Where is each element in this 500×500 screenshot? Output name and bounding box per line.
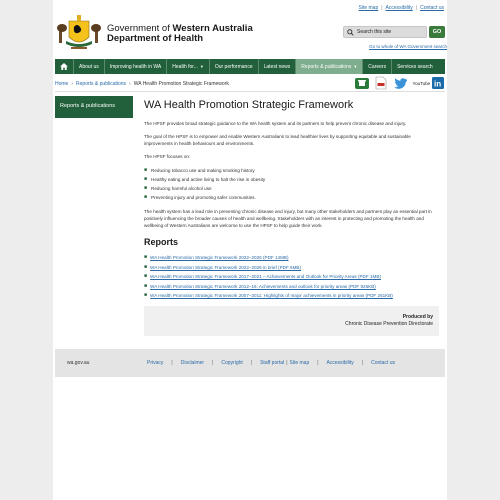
bullet-icon: ■ [144, 176, 148, 182]
footer-contact-link[interactable]: Contact us [371, 360, 395, 366]
wa-gov-search-link[interactable]: Go to whole of WA Government search [369, 44, 447, 49]
list-item [144, 282, 440, 292]
nav-reports-publications[interactable]: Reports & publications ▼ [296, 59, 363, 74]
bullet-icon: ■ [144, 185, 148, 191]
nav-health-for[interactable]: Health for... ▼ [167, 59, 210, 74]
footer-site-name: wa.gov.au [67, 360, 90, 366]
produced-by-box [144, 306, 439, 336]
breadcrumb-current: WA Health Promotion Strategic Framework [133, 80, 229, 87]
share-icon[interactable] [355, 77, 369, 89]
main-content [144, 99, 440, 336]
svg-text:in: in [434, 79, 442, 89]
logo-wa-text: Western Australia [172, 23, 253, 34]
page-container [53, 0, 447, 500]
search-input[interactable] [357, 29, 426, 35]
bullet-icon: ■ [144, 263, 148, 270]
bullet-icon: ■ [144, 282, 148, 289]
pdf-icon[interactable] [374, 77, 388, 89]
bullet-icon: ■ [144, 167, 148, 173]
report-link[interactable]: WA Health Promotion Strategic Framework 2017–2021 – Achievements and Outlook for Priority Areas (PDF 1MB) [150, 274, 381, 279]
nav-about-us[interactable]: About us [74, 59, 105, 74]
site-logo[interactable] [57, 15, 253, 53]
list-item [144, 272, 440, 282]
breadcrumb-row [55, 76, 445, 92]
footer-accessibility-link[interactable]: Accessibility [326, 360, 354, 366]
produced-by-value: Chronic Disease Prevention Directorate [345, 320, 433, 327]
goal-paragraph: The goal of the HPSF is to empower and enable Western Australians to lead healthier lives by supporting equitable and sustainable improvements in health behaviours and environments. [144, 134, 411, 146]
search-bar [343, 26, 445, 38]
focus-intro: The HPSF focuses on: [144, 154, 191, 159]
footer [55, 349, 445, 377]
breadcrumb-home[interactable]: Home [55, 80, 69, 87]
nav-improving-health[interactable]: Improving health in WA [105, 59, 168, 74]
list-item: ■ Healthy eating and active living to halt the rise in obesity [144, 176, 266, 182]
linkedin-icon[interactable] [431, 77, 445, 89]
reports-heading: Reports [144, 237, 179, 247]
nav-services-search[interactable]: Services search [397, 63, 433, 70]
footer-disclaimer-link[interactable]: Disclaimer [180, 360, 205, 366]
list-item: ■ Reducing harmful alcohol use [144, 185, 212, 191]
nav-latest-news[interactable]: Latest news [259, 59, 297, 74]
list-item [144, 291, 440, 301]
produced-by-label: Produced by [402, 313, 433, 320]
contact-us-link[interactable]: Contact us [420, 5, 444, 11]
chevron-down-icon: ▼ [353, 64, 358, 69]
search-icon [347, 29, 354, 36]
list-item [144, 263, 440, 273]
chevron-right-icon: › [71, 80, 74, 87]
report-link[interactable]: WA Health Promotion Strategic Framework 2012–16: Achievements and outlook for priority areas (PDF 925KB) [150, 283, 376, 289]
svg-text:YouTube: YouTube [412, 81, 431, 86]
reports-list [144, 253, 440, 301]
search-box [343, 26, 427, 38]
list-item: ■ Preventing injury and promoting safer communities. [144, 194, 256, 200]
nav-our-performance[interactable]: Our performance [210, 59, 259, 74]
focus-list [144, 166, 440, 202]
list-item: ■ Reducing tobacco use and making smoking history [144, 167, 255, 173]
nav-home[interactable] [55, 59, 74, 74]
footer-privacy-link[interactable]: Privacy [147, 360, 164, 366]
breadcrumb-reports[interactable]: Reports & publications [76, 80, 127, 87]
outro-paragraph: The health system has a lead role in preventing chronic disease and injury, but many other stakeholders and partners play an essential part in positively influencing the broader causes of health and wellbeing. Stakeholders with an interest in protecting and promoting the health and wellbeing of Western Australians are welcome to use the HPSF to help guide their work. [144, 209, 432, 228]
home-icon [60, 63, 68, 70]
search-go-button[interactable]: GO [429, 26, 445, 38]
youtube-icon[interactable] [412, 77, 431, 89]
chevron-down-icon: ▼ [199, 64, 204, 69]
nav-careers[interactable]: Careers [363, 59, 392, 74]
logo-gov-text: Government of [107, 23, 173, 34]
report-link[interactable]: WA Health Promotion Strategic Framework 2022–2026 (PDF 14MB) [150, 255, 289, 260]
report-link[interactable]: WA Health Promotion Strategic Framework 2022–2026 in brief (PDF 6MB) [150, 264, 302, 270]
site-map-link[interactable]: Site map [358, 5, 379, 11]
bullet-icon: ■ [144, 254, 148, 260]
sidebar-item-reports[interactable]: Reports & publications [60, 103, 116, 109]
footer-links: Privacy | Disclaimer | Copyright | Staff portal | Site map | Accessibility | Contact us [147, 360, 395, 366]
bullet-icon: ■ [144, 292, 148, 298]
bullet-icon: ■ [144, 273, 148, 279]
social-icons [355, 77, 445, 89]
list-item [144, 253, 440, 263]
chevron-right-icon: › [129, 80, 131, 87]
main-nav [55, 59, 445, 74]
footer-staff-portal-link[interactable]: Staff portal [260, 360, 285, 366]
utility-links: Site map | Accessibility | Contact us [356, 5, 448, 11]
page-title: WA Health Promotion Strategic Framework [144, 99, 354, 111]
intro-paragraph: The HPSF provides broad strategic guidance to the WA health system and its partners to help prevent chronic disease and injury. [144, 121, 407, 126]
breadcrumb [55, 81, 229, 87]
twitter-icon[interactable] [393, 77, 407, 89]
report-link[interactable]: WA Health Promotion Strategic Framework 2007–2011: Highlights of major achievements in priority areas (PDF 261KB) [150, 293, 393, 298]
footer-site-map-link[interactable]: Site map [289, 360, 310, 366]
wa-crest-icon [57, 15, 101, 53]
footer-copyright-link[interactable]: Copyright [221, 360, 243, 366]
accessibility-link[interactable]: Accessibility [385, 5, 413, 11]
logo-department-text: Department of Health [107, 33, 204, 44]
sidebar [55, 96, 133, 118]
bullet-icon: ■ [144, 194, 148, 200]
